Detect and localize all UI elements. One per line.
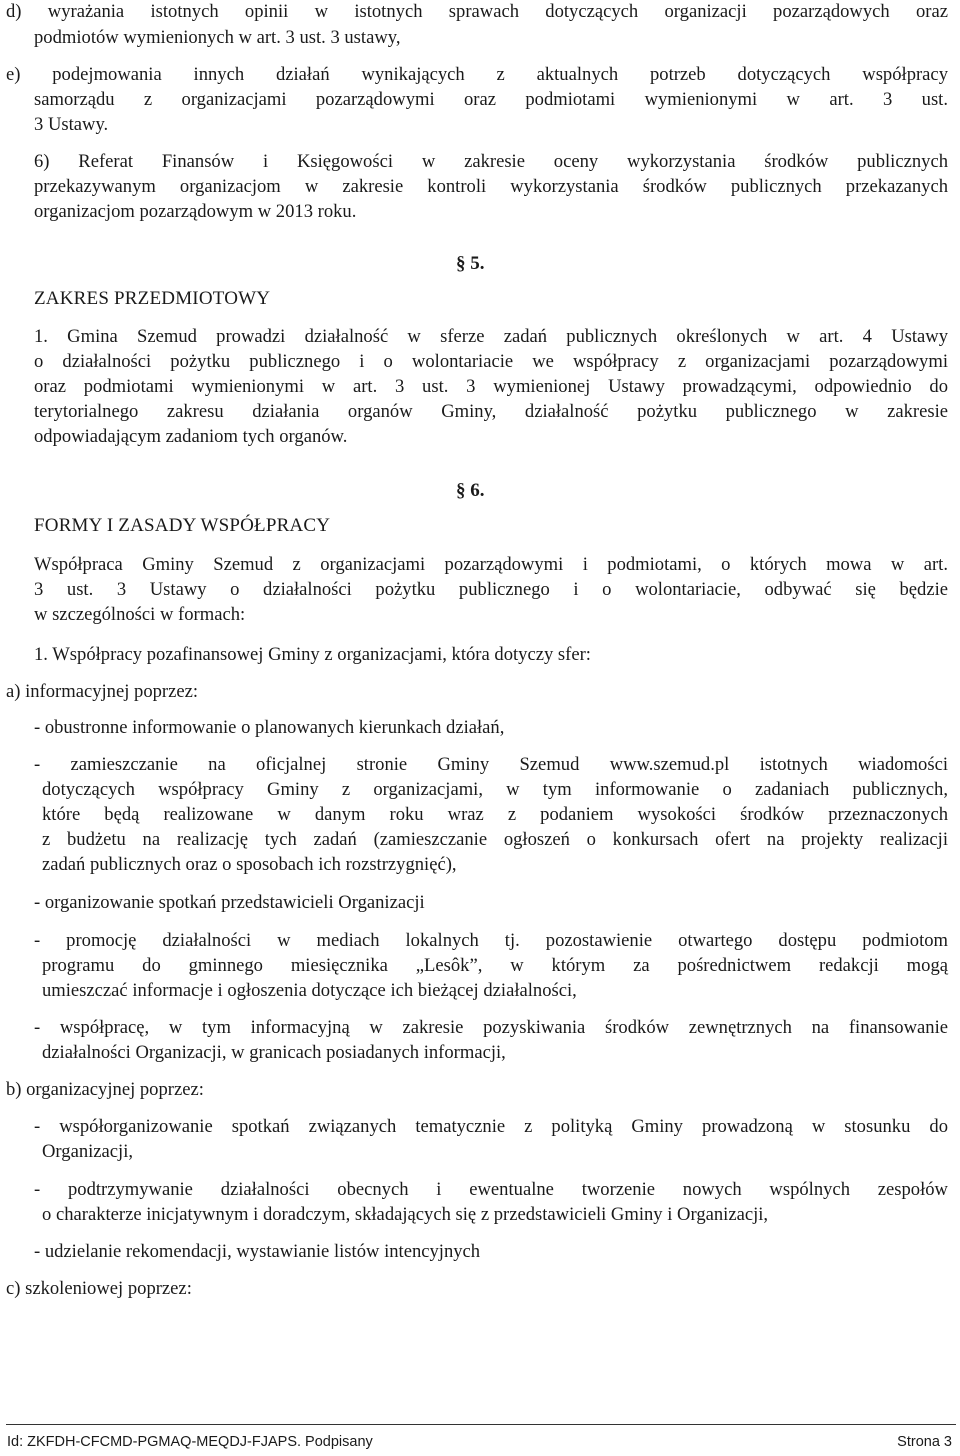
- a-item-4-line-3: umieszczać informacje i ogłoszenia dotyczące ich bieżącej działalności,: [42, 980, 577, 1001]
- section-5-line-5: odpowiadającym zadaniom tych organów.: [34, 426, 348, 447]
- point-b-label: b) organizacyjnej poprzez:: [6, 1079, 204, 1100]
- item-6-line-1: 6) Referat Finansów i Księgowości w zakresie oceny wykorzystania środków publicznych: [34, 151, 948, 172]
- b-item-3: - udzielanie rekomendacji, wystawianie listów intencyjnych: [34, 1241, 481, 1262]
- a-item-2-line-5: zadań publicznych oraz o sposobach ich rozstrzygnięć),: [42, 854, 457, 875]
- section-6-intro-line-3: w szczególności w formach:: [34, 604, 246, 625]
- item-6-line-2: przekazywanym organizacjom w zakresie kontroli wykorzystania środków publicznych przekazanych: [34, 176, 948, 197]
- a-item-5-line-1: - współpracę, w tym informacyjną w zakresie pozyskiwania środków zewnętrznych na finansowanie: [34, 1017, 948, 1038]
- a-item-2-line-3: które będą realizowane w danym roku wraz z podaniem wysokości środków przeznaczonych: [42, 804, 948, 825]
- section-6-intro-line-1: Współpraca Gminy Szemud z organizacjami pozarządowymi i podmiotami, o których mowa w art.: [34, 554, 948, 575]
- section-5-title: ZAKRES PRZEDMIOTOWY: [34, 288, 271, 309]
- item-e-line-3: 3 Ustawy.: [34, 114, 109, 135]
- section-5-number: § 5.: [456, 253, 485, 274]
- section-6-number: § 6.: [456, 480, 485, 501]
- section-5-line-1: 1. Gmina Szemud prowadzi działalność w sferze zadań publicznych określonych w art. 4 Ustawy: [34, 326, 948, 347]
- footer-divider: [6, 1424, 956, 1425]
- a-item-5-line-2: działalności Organizacji, w granicach posiadanych informacji,: [42, 1042, 506, 1063]
- point-a-label: a) informacyjnej poprzez:: [6, 681, 199, 702]
- footer-document-id: Id: ZKFDH-CFCMD-PGMAQ-MEQDJ-FJAPS. Podpisany: [7, 1434, 373, 1450]
- footer-page-number: Strona 3: [897, 1434, 952, 1450]
- item-d-line-1: d) wyrażania istotnych opinii w istotnych sprawach dotyczących organizacji pozarządowych oraz: [6, 1, 948, 22]
- section-6-title: FORMY I ZASADY WSPÓŁPRACY: [34, 515, 331, 536]
- a-item-1: - obustronne informowanie o planowanych kierunkach działań,: [34, 717, 505, 738]
- a-item-3: - organizowanie spotkań przedstawicieli Organizacji: [34, 892, 425, 913]
- b-item-2-line-2: o charakterze inicjatywnym i doradczym, składających się z przedstawicieli Gminy i Organizacji,: [42, 1204, 769, 1225]
- b-item-2-line-1: - podtrzymywanie działalności obecnych i ewentualne tworzenie nowych wspólnych zespołów: [34, 1179, 948, 1200]
- a-item-4-line-2: programu do gminnego miesięcznika „Lesôk”, w którym za pośrednictwem redakcji mogą: [42, 955, 948, 976]
- point-1-heading: 1. Współpracy pozafinansowej Gminy z organizacjami, która dotyczy sfer:: [34, 644, 591, 665]
- a-item-2-line-4: z budżetu na realizację tych zadań (zamieszczanie ogłoszeń o konkursach ofert na projekty realizacji: [42, 829, 948, 850]
- a-item-4-line-1: - promocję działalności w mediach lokalnych tj. pozostawienie otwartego dostępu podmiotom: [34, 930, 948, 951]
- section-5-line-2: o działalności pożytku publicznego i o wolontariacie we współpracy z organizacjami pozarządowymi: [34, 351, 948, 372]
- section-5-line-4: terytorialnego zakresu działania organów Gminy, działalność pożytku publicznego w zakresie: [34, 401, 948, 422]
- a-item-2-line-2: dotyczących współpracy Gminy z organizacjami, w tym informowanie o zadaniach publicznych,: [42, 779, 948, 800]
- item-e-line-1: e) podejmowania innych działań wynikających z aktualnych potrzeb dotyczących współpracy: [6, 64, 948, 85]
- item-d-line-2: podmiotów wymienionych w art. 3 ust. 3 ustawy,: [34, 27, 401, 48]
- section-5-line-3: oraz podmiotami wymienionymi w art. 3 ust. 3 wymienionej Ustawy prowadzącymi, odpowiednio do: [34, 376, 948, 397]
- point-c-label: c) szkoleniowej poprzez:: [6, 1278, 192, 1299]
- b-item-1-line-1: - współorganizowanie spotkań związanych tematycznie z polityką Gminy prowadzoną w stosunku do: [34, 1116, 948, 1137]
- section-6-intro-line-2: 3 ust. 3 Ustawy o działalności pożytku publicznego i o wolontariacie, odbywać się będzie: [34, 579, 948, 600]
- item-e-line-2: samorządu z organizacjami pozarządowymi oraz podmiotami wymienionymi w art. 3 ust.: [34, 89, 948, 110]
- item-6-line-3: organizacjom pozarządowym w 2013 roku.: [34, 201, 357, 222]
- a-item-2-line-1: - zamieszczanie na oficjalnej stronie Gminy Szemud www.szemud.pl istotnych wiadomości: [34, 754, 948, 775]
- b-item-1-line-2: Organizacji,: [42, 1141, 134, 1162]
